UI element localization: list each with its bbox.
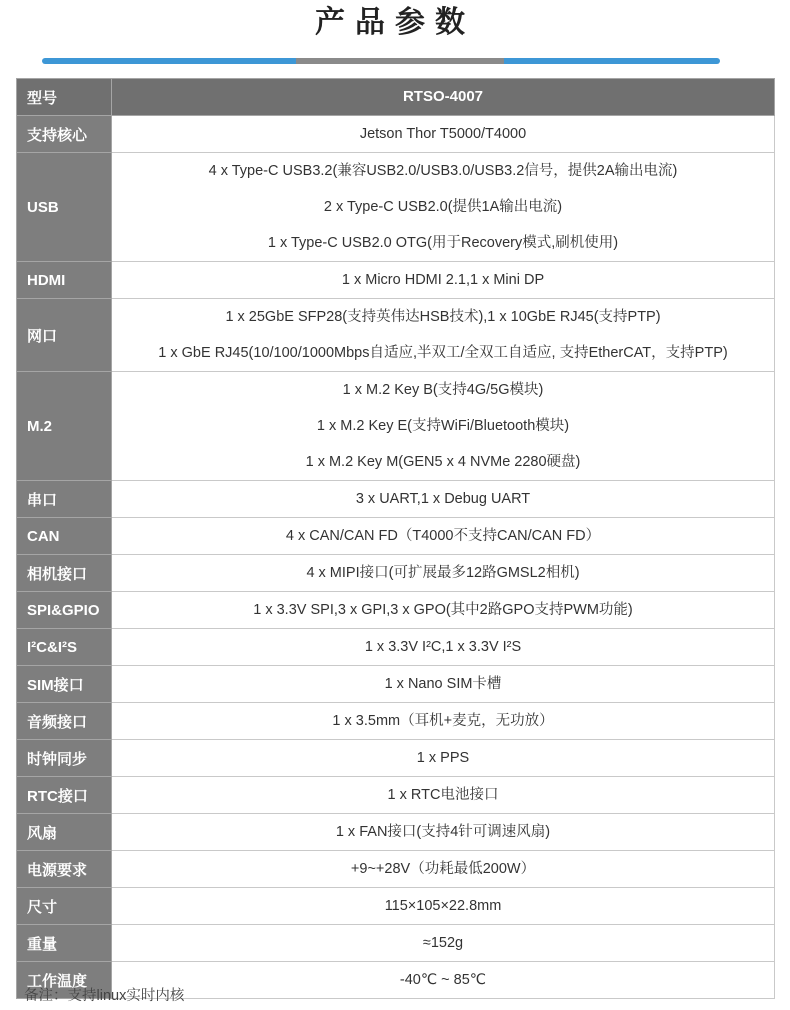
spec-value-line: 1 x 25GbE SFP28(支持英伟达HSB技术),1 x 10GbE RJ45(支持PTP) xyxy=(225,309,661,325)
table-row xyxy=(17,372,775,481)
spec-value xyxy=(112,481,775,518)
spec-value xyxy=(112,925,775,962)
spec-value-line: ≈152g xyxy=(422,935,464,951)
title-divider-middle xyxy=(296,58,504,64)
spec-value xyxy=(112,851,775,888)
spec-value xyxy=(112,814,775,851)
table-row xyxy=(17,481,775,518)
table-row xyxy=(17,888,775,925)
spec-value-line: 1 x RTC电池接口 xyxy=(387,787,499,803)
spec-label: 网口 xyxy=(17,299,112,372)
spec-value-line: 1 x FAN接口(支持4针可调速风扇) xyxy=(335,824,551,840)
spec-value-line: 1 x Type-C USB2.0 OTG(用于Recovery模式,刷机使用) xyxy=(267,235,619,251)
spec-value xyxy=(112,153,775,262)
spec-value-line: 4 x Type-C USB3.2(兼容USB2.0/USB3.0/USB3.2信号，提供2A输出电流) xyxy=(208,163,678,179)
spec-value xyxy=(112,518,775,555)
spec-value xyxy=(112,372,775,481)
table-row xyxy=(17,851,775,888)
spec-value xyxy=(112,740,775,777)
table-row xyxy=(17,814,775,851)
spec-label: 重量 xyxy=(17,925,112,962)
title-divider-left xyxy=(42,58,296,64)
spec-value-line: 3 x UART,1 x Debug UART xyxy=(355,491,531,507)
spec-label: HDMI xyxy=(17,262,112,299)
spec-value-line: 1 x Micro HDMI 2.1,1 x Mini DP xyxy=(341,272,545,288)
table-row xyxy=(17,518,775,555)
spec-value xyxy=(112,666,775,703)
spec-table xyxy=(16,78,775,999)
spec-label: M.2 xyxy=(17,372,112,481)
spec-value-line: +9~+28V（功耗最低200W） xyxy=(350,861,536,877)
model-value xyxy=(112,79,775,116)
spec-label: CAN xyxy=(17,518,112,555)
spec-value xyxy=(112,777,775,814)
spec-value-line: 4 x CAN/CAN FD（T4000不支持CAN/CAN FD） xyxy=(285,528,601,544)
spec-value-line: 1 x 3.3V SPI,3 x GPI,3 x GPO(其中2路GPO支持PWM功能) xyxy=(253,602,633,618)
spec-value-line: 2 x Type-C USB2.0(提供1A输出电流) xyxy=(323,199,563,215)
table-row xyxy=(17,153,775,262)
spec-value-line: 1 x GbE RJ45(10/100/1000Mbps自适应,半双工/全双工自适应, 支持EtherCAT，支持PTP) xyxy=(158,345,728,361)
table-row xyxy=(17,703,775,740)
spec-label: SIM接口 xyxy=(17,666,112,703)
spec-value-line: 1 x PPS xyxy=(416,750,470,766)
table-header-row xyxy=(17,79,775,116)
spec-value-line: 1 x M.2 Key B(支持4G/5G模块) xyxy=(342,382,544,398)
spec-value xyxy=(112,962,775,999)
spec-value-line: 4 x MIPI接口(可扩展最多12路GMSL2相机) xyxy=(306,565,580,581)
table-row xyxy=(17,592,775,629)
spec-value xyxy=(112,555,775,592)
spec-label: 尺寸 xyxy=(17,888,112,925)
table-row xyxy=(17,262,775,299)
spec-value-line: 115×105×22.8mm xyxy=(384,898,502,914)
table-row xyxy=(17,555,775,592)
spec-label: 风扇 xyxy=(17,814,112,851)
table-row xyxy=(17,116,775,153)
spec-label: RTC接口 xyxy=(17,777,112,814)
spec-label: 串口 xyxy=(17,481,112,518)
spec-label: 音频接口 xyxy=(17,703,112,740)
spec-label: 相机接口 xyxy=(17,555,112,592)
spec-value-line: -40℃ ~ 85℃ xyxy=(399,972,487,988)
spec-value xyxy=(112,299,775,372)
spec-value-line: Jetson Thor T5000/T4000 xyxy=(359,126,527,142)
model-value-text: RTSO-4007 xyxy=(402,88,484,105)
spec-value xyxy=(112,116,775,153)
spec-label: 工作温度 xyxy=(17,962,112,999)
spec-value-line: 1 x Nano SIM卡槽 xyxy=(384,676,502,692)
spec-label: 电源要求 xyxy=(17,851,112,888)
table-row xyxy=(17,666,775,703)
spec-label: 支持核心 xyxy=(17,116,112,153)
spec-value xyxy=(112,888,775,925)
spec-label: USB xyxy=(17,153,112,262)
table-row xyxy=(17,299,775,372)
spec-value xyxy=(112,703,775,740)
page-title: 产品参数 xyxy=(315,5,475,40)
table-row xyxy=(17,740,775,777)
spec-label: SPI&GPIO xyxy=(17,592,112,629)
model-label: 型号 xyxy=(17,79,112,116)
table-row xyxy=(17,925,775,962)
spec-value-line: 1 x M.2 Key E(支持WiFi/Bluetooth模块) xyxy=(316,418,570,434)
spec-value-line: 1 x 3.3V I²C,1 x 3.3V I²S xyxy=(364,639,522,655)
spec-value-line: 1 x 3.5mm（耳机+麦克，无功放） xyxy=(332,713,554,729)
table-row xyxy=(17,629,775,666)
spec-label: I²C&I²S xyxy=(17,629,112,666)
spec-value xyxy=(112,262,775,299)
title-divider-right xyxy=(504,58,720,64)
spec-value-line: 1 x M.2 Key M(GEN5 x 4 NVMe 2280硬盘) xyxy=(305,454,581,470)
table-row xyxy=(17,777,775,814)
footnote: 备注：支持linux实时内核 xyxy=(24,988,185,1004)
spec-label: 时钟同步 xyxy=(17,740,112,777)
spec-value xyxy=(112,629,775,666)
spec-value xyxy=(112,592,775,629)
